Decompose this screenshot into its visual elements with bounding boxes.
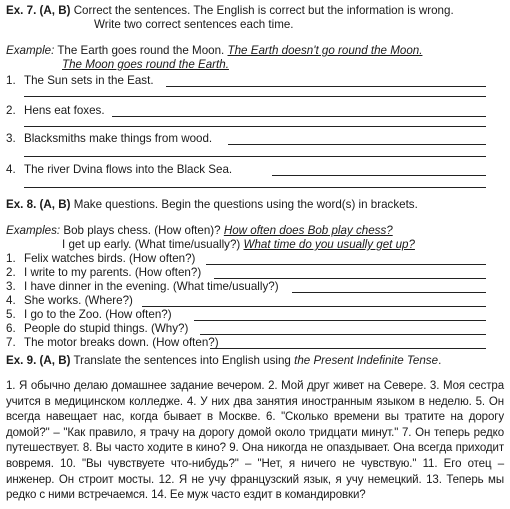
answer-line[interactable]	[24, 96, 486, 97]
ex8-item-text: I write to my parents. (How often?)	[24, 266, 202, 279]
ex8-item-num: 3.	[6, 280, 16, 293]
ex7-example	[6, 44, 422, 58]
ex7-example-label: Example:	[6, 44, 55, 57]
ex7-levels: (A, B)	[39, 4, 71, 17]
answer-line[interactable]	[200, 334, 486, 335]
ex8-item-text: I have dinner in the evening. (What time/usually?)	[24, 280, 279, 293]
ex7-item-num: 3.	[6, 132, 16, 145]
ex7-item-text: Hens eat foxes.	[24, 104, 105, 117]
answer-line[interactable]	[214, 278, 486, 279]
ex7-example-text: The Earth goes round the Moon.	[57, 44, 225, 57]
ex7-item-num: 1.	[6, 74, 16, 87]
ex8-example-2	[62, 238, 415, 252]
ex7-instruction-1: Correct the sentences. The English is correct but the information is wrong.	[73, 4, 454, 17]
ex8-instruction: Make questions. Begin the questions using the word(s) in brackets.	[73, 198, 418, 211]
ex7-label: Ex. 7.	[6, 4, 37, 17]
ex8-item-text: People do stupid things. (Why?)	[24, 322, 189, 335]
answer-line[interactable]	[112, 116, 486, 117]
answer-line[interactable]	[24, 187, 486, 188]
ex8-item-num: 1.	[6, 252, 16, 265]
ex7-item-text: Blacksmiths make things from wood.	[24, 132, 213, 145]
ex8-example-1	[6, 224, 393, 238]
answer-line[interactable]	[206, 264, 486, 265]
answer-line[interactable]	[292, 292, 486, 293]
ex8-item-num: 5.	[6, 308, 16, 321]
ex9-levels: (A, B)	[39, 354, 71, 367]
ex8-label: Ex. 8.	[6, 198, 37, 211]
ex8-item-num: 6.	[6, 322, 16, 335]
ex9-label: Ex. 9.	[6, 354, 37, 367]
ex8-levels: (A, B)	[39, 198, 71, 211]
ex8-item-text: I go to the Zoo. (How often?)	[24, 308, 172, 321]
ex8-examples-label: Examples:	[6, 224, 61, 237]
ex8-example-2-answer: What time do you usually get up?	[243, 238, 415, 251]
ex8-item-text: The motor breaks down. (How often?)	[24, 336, 219, 349]
ex8-example-1-text: Bob plays chess. (How often)?	[63, 224, 221, 237]
answer-line[interactable]	[24, 126, 486, 127]
ex8-item-text: She works. (Where?)	[24, 294, 133, 307]
ex7-heading	[6, 4, 454, 18]
answer-line[interactable]	[24, 156, 486, 157]
ex9-period: .	[438, 354, 442, 367]
ex8-item-num: 4.	[6, 294, 16, 307]
ex9-russian-sentences: 1. Я обычно делаю домашнее задание вечером. 2. Мой друг живет на Севере. 3. Моя сестра учится в медицинском колледже. 4. У них два занятия иностранным языком в неделю. 5. Он всегда навещает нас, когда бывает в Москве. 6. "Сколько времени вы тратите на дорогу домой?" – "Как правило, я трачу на дорогу домой около тридцати минут." 7. Он теперь редко путешествует. 8. Вы часто ходите в кино? 9. Она никогда не опаздывает. Она всегда приходит вовремя. 10. "Вы чувствуете что-нибудь?" – "Нет, я ничего не чувствую." 11. Его отец – инженер. Он строит мосты. 12. Я не учу французский язык, я учу немецкий. 13. Теперь мы редко с ними встречаемся. 14. Ее муж часто ездит в командировки?	[6, 380, 504, 502]
ex7-example-answer-2: The Moon goes round the Earth.	[62, 58, 229, 71]
ex7-item-num: 4.	[6, 163, 16, 176]
ex7-item-text: The Sun sets in the East.	[24, 74, 154, 87]
answer-line[interactable]	[166, 86, 486, 87]
ex7-instruction-2: Write two correct sentences each time.	[94, 18, 294, 31]
ex8-item-num: 7.	[6, 336, 16, 349]
answer-line[interactable]	[142, 306, 486, 307]
ex8-item-num: 2.	[6, 266, 16, 279]
ex8-heading	[6, 198, 418, 212]
answer-line[interactable]	[228, 144, 486, 145]
ex7-item-text: The river Dvina flows into the Black Sea.	[24, 163, 233, 176]
ex7-example-answer-1: The Earth doesn't go round the Moon.	[227, 44, 423, 57]
answer-line[interactable]	[272, 175, 486, 176]
answer-line[interactable]	[210, 348, 486, 349]
ex7-item-num: 2.	[6, 104, 16, 117]
ex9-heading	[6, 354, 441, 368]
ex9-tense: the Present Indefinite Tense	[294, 354, 439, 367]
ex9-instruction: Translate the sentences into English using	[73, 354, 291, 367]
ex8-example-1-answer: How often does Bob play chess?	[223, 224, 393, 237]
ex8-example-2-text: I get up early. (What time/usually?)	[62, 238, 241, 251]
ex8-item-text: Felix watches birds. (How often?)	[24, 252, 196, 265]
answer-line[interactable]	[194, 320, 486, 321]
